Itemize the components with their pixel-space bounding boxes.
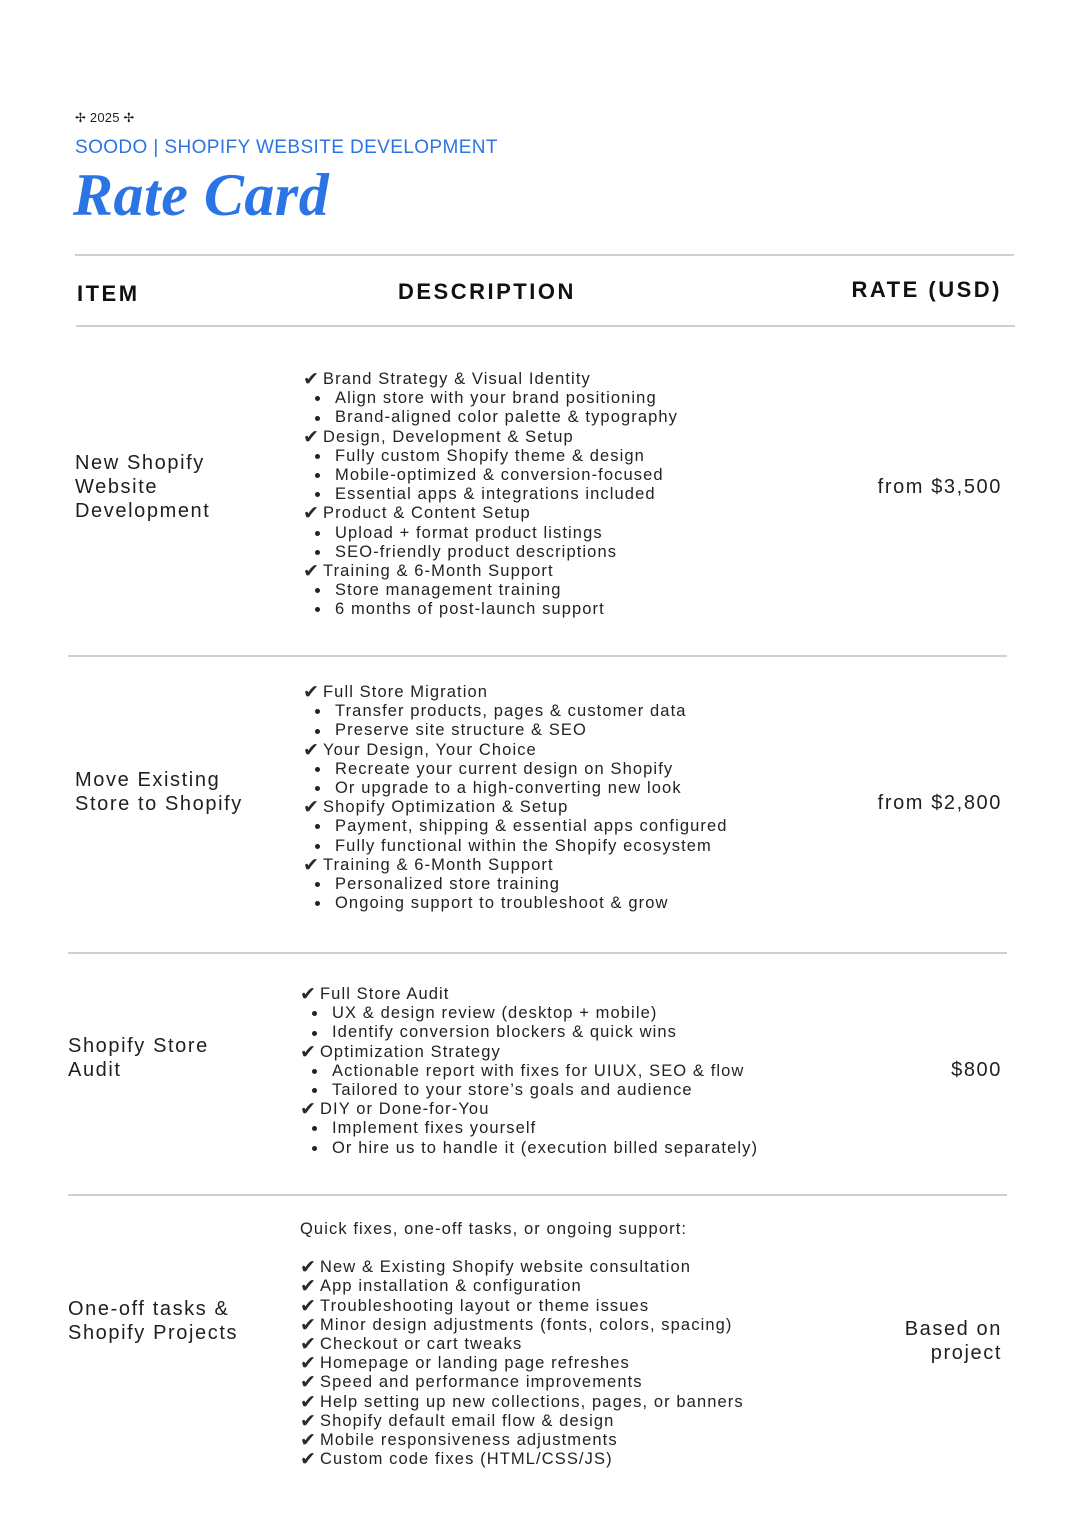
- row-item-one-off-tasks: One-off tasks & Shopify Projects: [68, 1298, 239, 1344]
- row-rate-new-website: from $3,500: [877, 476, 1002, 498]
- row-rate-move-store: from $2,800: [877, 792, 1002, 814]
- checkmark-icon: ✔: [303, 426, 321, 448]
- bullet-icon: [303, 817, 335, 836]
- feature-bullet: [303, 875, 728, 894]
- column-header-rate: RATE (USD): [851, 277, 1002, 302]
- feature-heading: [300, 1258, 744, 1277]
- feature-text: Implement fixes yourself: [332, 1119, 537, 1138]
- feature-heading: [300, 985, 758, 1004]
- checkmark-icon: ✔: [300, 1353, 318, 1375]
- bullet-icon: [300, 1004, 332, 1023]
- feature-text: Shopify default email flow & design: [320, 1411, 615, 1430]
- bullet-icon: [303, 389, 335, 408]
- feature-heading: [303, 741, 728, 760]
- row-description-store-audit: [300, 985, 758, 1158]
- feature-bullet: [300, 1081, 758, 1100]
- bullet-icon: [300, 1139, 332, 1158]
- feature-text: Your Design, Your Choice: [323, 740, 537, 759]
- feature-bullet: [300, 1062, 758, 1081]
- bullet-icon: [303, 447, 335, 466]
- bullet-icon: [303, 524, 335, 543]
- feature-bullet: [303, 600, 678, 619]
- bullet-icon: [303, 721, 335, 740]
- bullet-icon: [300, 1062, 332, 1081]
- feature-bullet: [303, 389, 678, 408]
- spacer: [300, 1239, 744, 1258]
- feature-text: DIY or Done-for-You: [320, 1100, 490, 1119]
- feature-text: Recreate your current design on Shopify: [335, 759, 674, 778]
- feature-bullet: [303, 817, 728, 836]
- feature-bullet: [300, 1139, 758, 1158]
- feature-text: Tailored to your store’s goals and audience: [332, 1080, 693, 1099]
- feature-text: 6 months of post-launch support: [335, 600, 605, 619]
- bullet-icon: [303, 466, 335, 485]
- feature-text: Design, Development & Setup: [323, 427, 574, 446]
- feature-heading: [300, 1354, 744, 1373]
- row-description-one-off-tasks: [300, 1220, 744, 1469]
- feature-text: Full Store Migration: [323, 683, 489, 701]
- row-rate-store-audit: $800: [951, 1059, 1002, 1081]
- feature-heading: [300, 1100, 758, 1119]
- feature-text: Align store with your brand positioning: [335, 389, 657, 408]
- feature-text: Or hire us to handle it (execution billed separately): [332, 1138, 759, 1157]
- feature-heading: [300, 1335, 744, 1354]
- feature-heading: [300, 1431, 744, 1450]
- checkmark-icon: ✔: [303, 739, 321, 761]
- checkmark-icon: ✔: [300, 1314, 318, 1336]
- feature-bullet: [303, 543, 678, 562]
- bullet-icon: [303, 543, 335, 562]
- description-intro: Quick fixes, one-off tasks, or ongoing support:: [300, 1220, 688, 1238]
- feature-heading: [303, 856, 728, 875]
- feature-text: Brand-aligned color palette & typography: [335, 408, 679, 427]
- row-divider: [68, 655, 1007, 657]
- checkmark-icon: ✔: [300, 1276, 318, 1298]
- checkmark-icon: ✔: [300, 1041, 318, 1063]
- page-title: Rate Card: [73, 162, 330, 228]
- year-label: ✢ 2025 ✢: [75, 110, 135, 125]
- feature-heading: [300, 1412, 744, 1431]
- feature-heading: [300, 1393, 744, 1412]
- checkmark-icon: ✔: [300, 1257, 318, 1279]
- row-item-move-store: Move Existing Store to Shopify: [75, 769, 243, 815]
- column-header-description: DESCRIPTION: [398, 279, 576, 304]
- bullet-icon: [303, 779, 335, 798]
- feature-text: Minor design adjustments (fonts, colors, spacing): [320, 1315, 733, 1334]
- feature-bullet: [303, 466, 678, 485]
- feature-heading: [303, 798, 728, 817]
- feature-heading: [300, 1277, 744, 1296]
- feature-text: Product & Content Setup: [323, 504, 531, 523]
- bullet-icon: [303, 581, 335, 600]
- feature-heading: [300, 1450, 744, 1469]
- checkmark-icon: ✔: [300, 1449, 318, 1471]
- feature-text: Checkout or cart tweaks: [320, 1334, 523, 1353]
- row-divider: [68, 1194, 1007, 1196]
- checkmark-icon: ✔: [303, 682, 321, 703]
- feature-heading: [303, 504, 678, 523]
- feature-text: Fully custom Shopify theme & design: [335, 446, 645, 465]
- feature-bullet: [303, 894, 728, 913]
- bullet-icon: [303, 894, 335, 913]
- feature-bullet: [300, 1004, 758, 1023]
- feature-text: Mobile-optimized & conversion-focused: [335, 465, 664, 484]
- checkmark-icon: ✔: [300, 1295, 318, 1317]
- checkmark-icon: ✔: [303, 560, 321, 582]
- feature-text: Identify conversion blockers & quick wins: [332, 1023, 677, 1042]
- checkmark-icon: ✔: [303, 369, 321, 390]
- feature-text: Personalized store training: [335, 874, 561, 893]
- company-subtitle: SOODO | SHOPIFY WEBSITE DEVELOPMENT: [75, 137, 498, 158]
- feature-text: Optimization Strategy: [320, 1042, 501, 1061]
- column-header-item: ITEM: [77, 281, 140, 306]
- feature-text: Essential apps & integrations included: [335, 485, 656, 504]
- checkmark-icon: ✔: [303, 854, 321, 876]
- feature-text: Full Store Audit: [320, 985, 450, 1003]
- feature-text: Store management training: [335, 581, 562, 600]
- feature-text: Mobile responsiveness adjustments: [320, 1430, 618, 1449]
- feature-bullet: [303, 702, 728, 721]
- checkmark-icon: ✔: [300, 1429, 318, 1451]
- row-description-move-store: [303, 683, 728, 913]
- feature-text: Or upgrade to a high-converting new look: [335, 778, 682, 797]
- row-description-new-website: [303, 370, 678, 619]
- bullet-icon: [303, 760, 335, 779]
- bullet-icon: [300, 1119, 332, 1138]
- feature-heading: [303, 428, 678, 447]
- row-item-store-audit: Shopify Store Audit: [68, 1035, 209, 1081]
- feature-heading: [300, 1373, 744, 1392]
- feature-text: Brand Strategy & Visual Identity: [323, 370, 591, 388]
- feature-bullet: [300, 1023, 758, 1042]
- checkmark-icon: ✔: [303, 503, 321, 525]
- feature-text: Homepage or landing page refreshes: [320, 1354, 630, 1373]
- feature-text: Training & 6-Month Support: [323, 561, 554, 580]
- row-rate-one-off-tasks: Based on project: [904, 1318, 1002, 1364]
- feature-heading: [303, 370, 678, 389]
- bullet-icon: [303, 837, 335, 856]
- header-bottom-divider: [76, 325, 1015, 327]
- bullet-icon: [303, 875, 335, 894]
- bullet-icon: [303, 702, 335, 721]
- feature-text: Custom code fixes (HTML/CSS/JS): [320, 1450, 613, 1469]
- row-divider: [68, 952, 1007, 954]
- feature-bullet: [303, 581, 678, 600]
- feature-text: UX & design review (desktop + mobile): [332, 1004, 658, 1023]
- feature-text: Training & 6-Month Support: [323, 855, 554, 874]
- feature-heading: [300, 1043, 758, 1062]
- feature-heading: [303, 683, 728, 702]
- feature-heading: [303, 562, 678, 581]
- feature-bullet: [303, 524, 678, 543]
- feature-text: Speed and performance improvements: [320, 1373, 643, 1392]
- feature-text: Upload + format product listings: [335, 523, 603, 542]
- feature-bullet: [300, 1119, 758, 1138]
- feature-text: Fully functional within the Shopify ecosystem: [335, 836, 712, 855]
- row-item-new-website: New Shopify Website Development: [75, 452, 211, 522]
- feature-text: SEO-friendly product descriptions: [335, 542, 618, 561]
- feature-bullet: [303, 779, 728, 798]
- checkmark-icon: ✔: [303, 797, 321, 819]
- feature-text: Troubleshooting layout or theme issues: [320, 1296, 650, 1315]
- feature-heading: [300, 1297, 744, 1316]
- feature-text: Help setting up new collections, pages, or banners: [320, 1392, 744, 1411]
- feature-text: Transfer products, pages & customer data: [335, 702, 687, 721]
- bullet-icon: [303, 600, 335, 619]
- header-top-divider: [75, 254, 1014, 256]
- checkmark-icon: ✔: [300, 1410, 318, 1432]
- feature-bullet: [303, 485, 678, 504]
- feature-text: Shopify Optimization & Setup: [323, 798, 569, 817]
- feature-text: Ongoing support to troubleshoot & grow: [335, 894, 669, 913]
- checkmark-icon: ✔: [300, 1099, 318, 1121]
- bullet-icon: [303, 408, 335, 427]
- feature-text: Payment, shipping & essential apps configured: [335, 817, 728, 836]
- feature-bullet: [303, 721, 728, 740]
- feature-text: Preserve site structure & SEO: [335, 721, 587, 740]
- checkmark-icon: ✔: [300, 984, 318, 1005]
- checkmark-icon: ✔: [300, 1372, 318, 1394]
- feature-bullet: [303, 760, 728, 779]
- checkmark-icon: ✔: [300, 1333, 318, 1355]
- bullet-icon: [300, 1023, 332, 1042]
- feature-text: New & Existing Shopify website consultation: [320, 1258, 692, 1277]
- feature-bullet: [303, 837, 728, 856]
- feature-bullet: [303, 447, 678, 466]
- bullet-icon: [303, 485, 335, 504]
- checkmark-icon: ✔: [300, 1391, 318, 1413]
- feature-bullet: [303, 408, 678, 427]
- bullet-icon: [300, 1081, 332, 1100]
- feature-heading: [300, 1316, 744, 1335]
- feature-text: Actionable report with fixes for UIUX, SEO & flow: [332, 1061, 745, 1080]
- feature-text: App installation & configuration: [320, 1277, 582, 1296]
